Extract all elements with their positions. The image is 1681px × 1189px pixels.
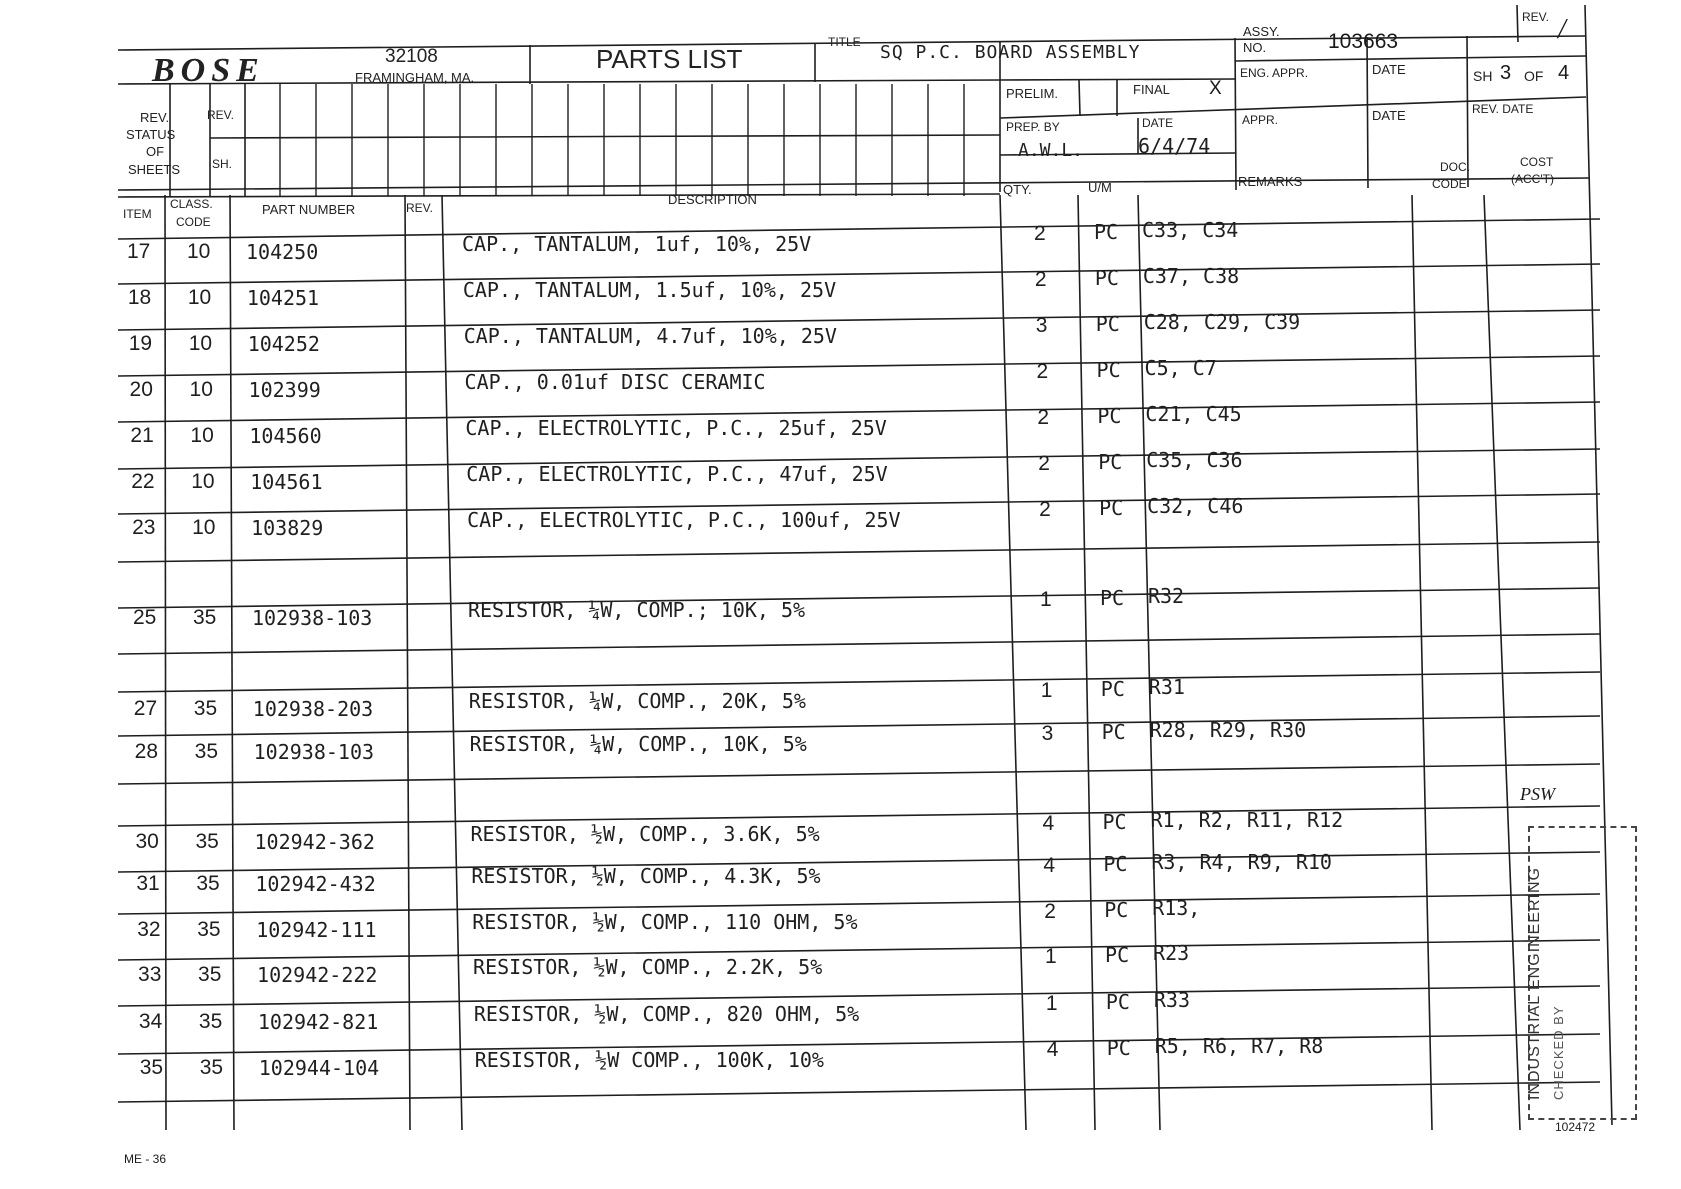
row-28-qty: 3 [1041, 722, 1054, 745]
row-22-qty: 2 [1038, 452, 1050, 475]
row-28-class: 35 [194, 740, 218, 763]
col-doc-code-2: CODE [1432, 177, 1467, 191]
row-22-desc: CAP., ELECTROLYTIC, P.C., 47uf, 25V [466, 462, 888, 486]
row-27-um: PC [1100, 677, 1125, 701]
row-28-um: PC [1101, 720, 1126, 744]
col-cost-2: (ACC'T) [1511, 172, 1554, 186]
row-20-class: 10 [189, 378, 213, 401]
row-17-class: 10 [187, 240, 211, 263]
sheet-number: 3 [1500, 62, 1512, 84]
row-34-class: 35 [198, 1010, 223, 1033]
row-25-desc: RESISTOR, ¼W, COMP.; 10K, 5% [467, 598, 806, 622]
prep-date-label: DATE [1142, 116, 1174, 130]
assy-number: 103663 [1328, 30, 1399, 53]
row-23-item: 23 [132, 516, 156, 539]
col-description: DESCRIPTION [668, 192, 757, 207]
row-35-class: 35 [199, 1056, 224, 1079]
no-label: NO. [1243, 40, 1267, 55]
row-22-um: PC [1098, 450, 1123, 474]
row-30-remarks: R1, R2, R11, R12 [1150, 808, 1344, 832]
row-31-remarks: R3, R4, R9, R10 [1151, 850, 1332, 874]
row-28-part: 102938-103 [253, 740, 375, 764]
eng-date-label: DATE [1372, 62, 1406, 77]
sheet-total: 4 [1558, 62, 1570, 84]
row-21-remarks: C21, C45 [1145, 402, 1242, 426]
col-remarks: REMARKS [1238, 174, 1303, 189]
row-31-part: 102942-432 [255, 872, 376, 896]
row-20-qty: 2 [1036, 360, 1049, 383]
row-19-remarks: C28, C29, C39 [1143, 310, 1301, 334]
row-21-part: 104560 [249, 424, 322, 448]
zip-code: 32108 [385, 46, 438, 67]
row-17-qty: 2 [1034, 222, 1046, 245]
row-17-um: PC [1094, 220, 1119, 244]
row-34-um: PC [1105, 990, 1130, 1014]
row-20-part: 102399 [248, 378, 321, 402]
row-22-remarks: C35, C36 [1146, 448, 1243, 472]
row-33-item: 33 [138, 963, 162, 986]
row-34-desc: RESISTOR, ½W, COMP., 820 OHM, 5% [473, 1002, 860, 1026]
col-cost-1: COST [1520, 155, 1554, 169]
row-35-remarks: R5, R6, R7, R8 [1154, 1034, 1324, 1058]
city: FRAMINGHAM, MA. [355, 70, 475, 85]
stamp-line-2: CHECKED BY [1551, 1005, 1566, 1100]
row-30-class: 35 [195, 830, 219, 853]
row-27-remarks: R31 [1148, 675, 1185, 699]
col-rev: REV. [406, 201, 433, 215]
row-20-remarks: C5, C7 [1144, 356, 1217, 380]
row-17-desc: CAP., TANTALUM, 1uf, 10%, 25V [462, 232, 812, 256]
rev-status-label-3: OF [146, 144, 165, 159]
row-35-part: 102944-104 [258, 1056, 380, 1080]
row-31-item: 31 [136, 872, 160, 895]
row-19-desc: CAP., TANTALUM, 4.7uf, 10%, 25V [463, 324, 837, 348]
row-18-remarks: C37, C38 [1142, 264, 1240, 288]
row-18-item: 18 [127, 286, 152, 309]
row-33-qty: 1 [1045, 945, 1057, 968]
col-class-2: CODE [176, 215, 211, 229]
col-class-1: CLASS. [170, 197, 213, 211]
row-33-remarks: R23 [1153, 941, 1190, 965]
industrial-engineering-stamp [1528, 826, 1637, 1120]
row-35-um: PC [1106, 1036, 1131, 1060]
stamp-line-1: INDUSTRIAL ENGINEERING [1526, 867, 1543, 1100]
row-33-part: 102942-222 [257, 963, 378, 987]
row-34-remarks: R33 [1153, 988, 1191, 1012]
row-19-class: 10 [188, 332, 213, 355]
row-21-desc: CAP., ELECTROLYTIC, P.C., 25uf, 25V [465, 416, 887, 440]
row-27-desc: RESISTOR, ¼W, COMP., 20K, 5% [468, 689, 806, 713]
row-33-class: 35 [198, 963, 222, 986]
prelim-label: PRELIM. [1006, 86, 1059, 101]
row-32-qty: 2 [1044, 900, 1056, 923]
prep-by-value: A.W.L. [1018, 140, 1084, 161]
row-17-remarks: C33, C34 [1142, 218, 1239, 242]
row-22-part: 104561 [250, 470, 323, 494]
row-32-remarks: R13, [1152, 896, 1201, 920]
row-25-item: 25 [132, 606, 157, 629]
col-item: ITEM [123, 207, 152, 221]
row-18-um: PC [1094, 266, 1119, 290]
row-31-desc: RESISTOR, ½W, COMP., 4.3K, 5% [471, 864, 821, 888]
row-32-um: PC [1104, 898, 1129, 922]
prep-by-label: PREP. BY [1006, 120, 1060, 134]
row-28-remarks: R28, R29, R30 [1149, 718, 1307, 742]
appr-label: APPR. [1242, 113, 1279, 127]
final-check-mark: X [1209, 78, 1222, 99]
rev-value: / [1558, 14, 1566, 45]
sheet-label: SH [1473, 68, 1493, 84]
of-label: OF [1524, 68, 1544, 84]
row-23-qty: 2 [1039, 498, 1051, 521]
row-21-qty: 2 [1037, 406, 1050, 429]
sh-row-label: SH. [212, 157, 233, 171]
row-25-class: 35 [192, 606, 217, 629]
assembly-title: SQ P.C. BOARD ASSEMBLY [880, 42, 1141, 63]
row-25-um: PC [1099, 586, 1125, 610]
row-22-class: 10 [191, 470, 215, 493]
form-title: PARTS LIST [596, 44, 743, 74]
row-19-item: 19 [128, 332, 153, 355]
row-30-desc: RESISTOR, ½W, COMP., 3.6K, 5% [470, 822, 820, 846]
row-20-item: 20 [129, 378, 153, 401]
row-17-part: 104250 [246, 240, 319, 264]
row-32-desc: RESISTOR, ½W, COMP., 110 OHM, 5% [472, 910, 858, 934]
row-30-um: PC [1102, 810, 1127, 834]
row-33-um: PC [1105, 943, 1130, 967]
rev-label: REV. [1522, 10, 1549, 24]
row-35-item: 35 [139, 1056, 164, 1079]
row-18-part: 104251 [246, 286, 320, 310]
row-23-remarks: C32, C46 [1147, 494, 1244, 518]
rev-status-label-4: SHEETS [128, 162, 181, 177]
row-23-part: 103829 [251, 516, 324, 540]
row-32-part: 102942-111 [256, 918, 377, 942]
appr-date-label: DATE [1372, 108, 1406, 123]
row-32-class: 35 [197, 918, 221, 941]
row-31-qty: 4 [1043, 854, 1056, 877]
row-30-qty: 4 [1042, 812, 1055, 835]
row-32-item: 32 [137, 918, 161, 941]
bose-logo: BOSE [152, 52, 265, 89]
doc-number: 102472 [1555, 1120, 1596, 1134]
row-20-um: PC [1096, 358, 1121, 382]
row-27-part: 102938-203 [252, 697, 374, 721]
row-25-remarks: R32 [1147, 584, 1185, 608]
row-31-class: 35 [196, 872, 220, 895]
row-34-part: 102942-821 [257, 1010, 379, 1034]
title-label: TITLE [828, 35, 861, 49]
row-21-um: PC [1097, 404, 1122, 428]
row-27-qty: 1 [1040, 679, 1053, 702]
rev-status-label-2: STATUS [126, 127, 176, 142]
row-34-item: 34 [138, 1010, 163, 1033]
form-number: ME - 36 [124, 1152, 167, 1166]
row-22-item: 22 [131, 470, 155, 493]
row-35-desc: RESISTOR, ½W COMP., 100K, 10% [474, 1048, 824, 1072]
row-21-item: 21 [130, 424, 154, 447]
row-17-item: 17 [127, 240, 151, 263]
row-28-desc: RESISTOR, ¼W, COMP., 10K, 5% [469, 732, 807, 756]
row-23-desc: CAP., ELECTROLYTIC, P.C., 100uf, 25V [467, 508, 901, 532]
col-um: U/M [1088, 180, 1112, 195]
row-30-part: 102942-362 [254, 830, 375, 854]
col-qty: QTY. [1003, 182, 1032, 197]
final-label: FINAL [1133, 82, 1170, 97]
row-19-part: 104252 [247, 332, 320, 356]
row-30-item: 30 [135, 830, 159, 853]
row-31-um: PC [1103, 852, 1128, 876]
row-18-class: 10 [187, 286, 212, 309]
eng-appr-label: ENG. APPR. [1240, 66, 1309, 80]
row-18-qty: 2 [1034, 268, 1047, 291]
row-23-um: PC [1099, 496, 1124, 520]
rev-row-label: REV. [207, 108, 234, 122]
col-part-number: PART NUMBER [262, 202, 356, 217]
row-28-item: 28 [134, 740, 158, 763]
row-27-class: 35 [193, 697, 218, 720]
row-23-class: 10 [192, 516, 216, 539]
prep-date-value: 6/4/74 [1138, 134, 1211, 158]
assy-label: ASSY. [1243, 24, 1280, 39]
row-18-desc: CAP., TANTALUM, 1.5uf, 10%, 25V [462, 278, 837, 302]
row-27-item: 27 [133, 697, 158, 720]
row-20-desc: CAP., 0.01uf DISC CERAMIC [464, 370, 766, 394]
row-25-qty: 1 [1039, 588, 1052, 611]
row-19-qty: 3 [1035, 314, 1048, 337]
row-21-class: 10 [190, 424, 214, 447]
row-19-um: PC [1095, 312, 1120, 336]
row-34-qty: 1 [1045, 992, 1058, 1015]
rev-status-label-1: REV. [140, 110, 170, 125]
row-33-desc: RESISTOR, ½W, COMP., 2.2K, 5% [473, 955, 823, 979]
initials-signature: PSW [1520, 784, 1555, 804]
row-35-qty: 4 [1046, 1038, 1059, 1061]
col-doc-code-1: DOC. [1440, 160, 1470, 174]
row-25-part: 102938-103 [251, 606, 373, 630]
rev-date-label: REV. DATE [1472, 102, 1534, 116]
